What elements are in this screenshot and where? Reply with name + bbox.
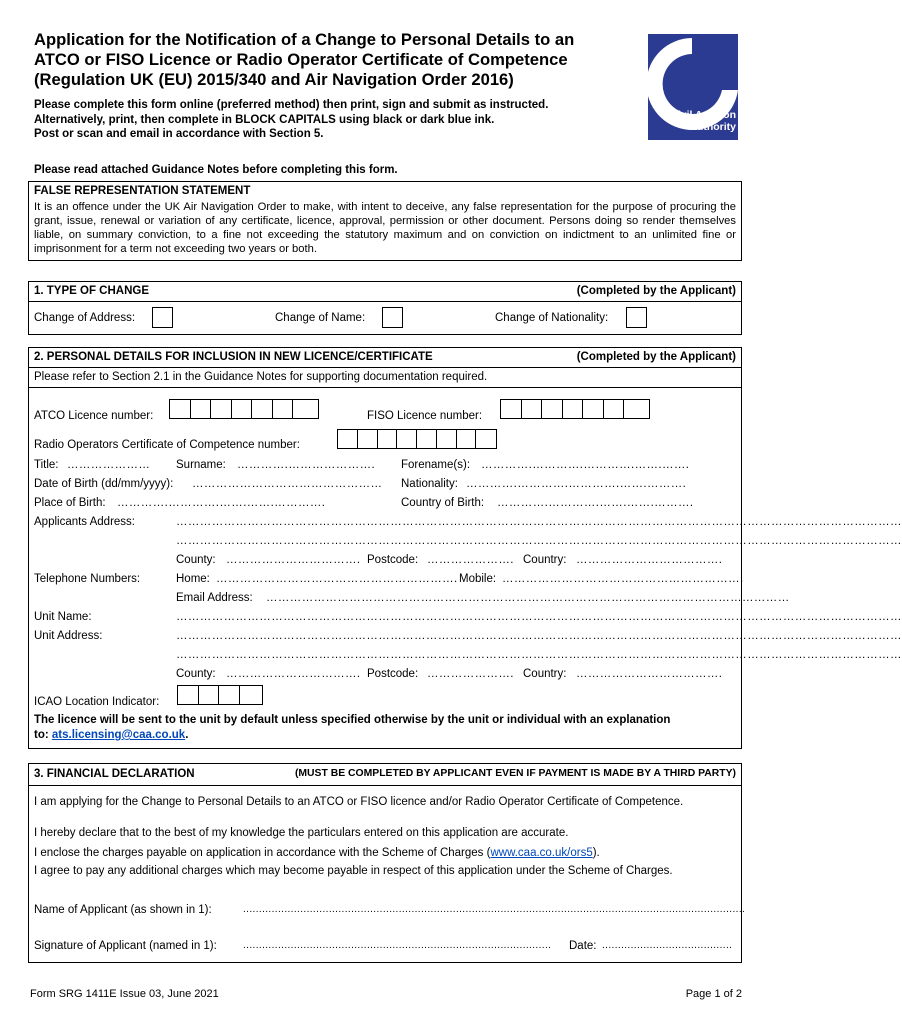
change-name-checkbox[interactable]: [382, 307, 403, 328]
instructions: Please complete this form online (preferred method) then print, sign and submit as instructed. Alternatively, print, then complete in BLOCK CAPITALS using black or dark blue ink. Post or scan and email in accordance with Section 5.: [34, 99, 549, 140]
atco-licence-number-field[interactable]: [169, 399, 319, 419]
date-of-birth-field[interactable]: …………………………………………: [192, 478, 383, 490]
page-number: Page 1 of 2: [685, 988, 742, 1000]
icao-location-indicator-field[interactable]: [177, 685, 263, 705]
change-address-checkbox[interactable]: [152, 307, 173, 328]
declaration-paragraph-1: I am applying for the Change to Personal Details to an ATCO or FISO licence and/or Radio Operator Certificate of Competence.: [34, 796, 684, 808]
mobile-phone-field[interactable]: …………………………………………………….: [502, 573, 744, 585]
caa-logo: Civil Aviation Authority: [648, 34, 738, 140]
section-personal-details: 2. PERSONAL DETAILS FOR INCLUSION IN NEW LICENCE/CERTIFICATE (Completed by the Applicant) Please refer to Section 2.1 in the Guidance Notes for supporting documentation required. ATCO Licence number: FISO Licence number: Radio Operators Certificate of Competence number: Title: ………………… Surname: ………….…………………. Forename(s): ………….………….………….…….……. Date of Birth (dd/mm/yyyy): ………………………………………… Nationality: ………….………….………….…….………. Place of Birth: ………….………….…….…….…………. Country of Birth: ………….………….…….…….………. Applicants Address: ………………………………………………………………………………………………………………………………………………………………… ………………………………………………………………………………………………………………………………………………………………… County: ……………………………. Postcode: …………………. Country: ………………………………. Telephone Numbers: Home: ……………………………………………………. Mobile: ……………………………………………………. Email Address: …………………………………………………………………………………………………………………… Unit Name: ………………………………………………………………………………………………………………………………………………………………… Unit Address: ………………………………………………………………………………………………………………………………………………………………… ………………………………………………………………………………………………………………………………………………………………… County: ……………………………. Postcode: …………………. Country: ………………………………. ICAO Location Indicator: The licence will be sent to the unit by default unless specified otherwise by the unit or individual with an explanation to: ats.licensing@caa.co.uk.: [28, 347, 742, 749]
address-county-field[interactable]: …………………………….: [226, 554, 361, 566]
scheme-of-charges-link[interactable]: www.caa.co.uk/ors5: [490, 847, 593, 859]
country-of-birth-field[interactable]: ………….………….…….…….……….: [497, 497, 694, 509]
unit-name-field[interactable]: …………………………………………………………………………………………………………………………………………………………………: [176, 611, 902, 623]
address-country-field[interactable]: ……………………………….: [576, 554, 723, 566]
unit-address-line-1-field[interactable]: …………………………………………………………………………………………………………………………………………………………………: [176, 630, 902, 642]
section-financial-declaration: 3. FINANCIAL DECLARATION (MUST BE COMPLETED BY APPLICANT EVEN IF PAYMENT IS MADE BY A THIRD PARTY) I am applying for the Change to Personal Details to an ATCO or FISO licence and/or Radio Operator Certificate of Competence. I hereby declare that to the best of my knowledge the particulars entered on this application are accurate. I enclose the charges payable on application in accordance with the Scheme of Charges (www.caa.co.uk/ors5). I agree to pay any additional charges which may become payable in respect of this application under the Scheme of Charges. Name of Applicant (as shown in 1): .............................................................................................................................................................. Signature of Applicant (named in 1): ................................................................................................. Date: .........................................: [28, 763, 742, 963]
applicant-signature-field[interactable]: .................................................................................................: [243, 940, 552, 951]
radio-certificate-number-field[interactable]: [337, 429, 497, 449]
address-line-1-field[interactable]: …………………………………………………………………………………………………………………………………………………………………: [176, 516, 902, 528]
nationality-field[interactable]: ………….………….………….…….……….: [466, 478, 687, 490]
title-field[interactable]: …………………: [67, 459, 151, 471]
section-header: 3. FINANCIAL DECLARATION (MUST BE COMPLETED BY APPLICANT EVEN IF PAYMENT IS MADE BY A THIRD PARTY): [29, 764, 741, 786]
forenames-field[interactable]: ………….………….………….…….…….: [481, 459, 690, 471]
declaration-paragraph-3: I enclose the charges payable on application in accordance with the Scheme of Charges (www.caa.co.uk/ors5).: [34, 847, 600, 859]
change-nationality-checkbox[interactable]: [626, 307, 647, 328]
fiso-licence-number-field[interactable]: [500, 399, 650, 419]
applicant-name-field[interactable]: ..............................................................................................................................................................: [243, 904, 746, 915]
ats-licensing-email-link[interactable]: ats.licensing@caa.co.uk: [51, 729, 186, 741]
guidance-note: Please read attached Guidance Notes before completing this form.: [34, 164, 398, 176]
form-identifier: Form SRG 1411E Issue 03, June 2021: [30, 988, 219, 1000]
surname-field[interactable]: ………….………………….: [237, 459, 376, 471]
home-phone-field[interactable]: …………………………………………………….: [216, 573, 458, 585]
section-header: 2. PERSONAL DETAILS FOR INCLUSION IN NEW LICENCE/CERTIFICATE (Completed by the Applicant): [29, 348, 741, 368]
unit-address-line-2-field[interactable]: …………………………………………………………………………………………………………………………………………………………………: [176, 649, 902, 661]
false-representation-box: FALSE REPRESENTATION STATEMENT It is an offence under the UK Air Navigation Order to make, with intent to deceive, any false representation for the purpose of procuring the grant, issue, renewal or variation of any certificate, licence, approval, permission or other document. Persons doing so render themselves liable, on summary conviction, to a fine not exceeding the statutory maximum and on conviction on indictment to an unlimited fine or imprisonment for a term not exceeding two years or both.: [28, 181, 742, 261]
address-postcode-field[interactable]: ………………….: [427, 554, 514, 566]
unit-country-field[interactable]: ……………………………….: [576, 668, 723, 680]
guidance-row: Please refer to Section 2.1 in the Guidance Notes for supporting documentation required.: [29, 368, 741, 388]
page-title: Application for the Notification of a Change to Personal Details to an ATCO or FISO Licence or Radio Operator Certificate of Competence (Regulation UK (EU) 2015/340 and Air Navigation Order 2016): [34, 30, 575, 89]
declaration-paragraph-4: I agree to pay any additional charges which may become payable in respect of this application under the Scheme of Charges.: [34, 865, 673, 877]
unit-county-field[interactable]: …………………………….: [226, 668, 361, 680]
place-of-birth-field[interactable]: ………….………….…….…….………….: [117, 497, 326, 509]
section-header: 1. TYPE OF CHANGE (Completed by the Applicant): [29, 282, 741, 302]
unit-postcode-field[interactable]: ………………….: [427, 668, 514, 680]
declaration-date-field[interactable]: .........................................: [602, 940, 733, 951]
email-field[interactable]: ……………………………………………………………………………………………………………………: [266, 592, 790, 604]
declaration-paragraph-2: I hereby declare that to the best of my knowledge the particulars entered on this application are accurate.: [34, 827, 569, 839]
section-type-of-change: 1. TYPE OF CHANGE (Completed by the Applicant) Change of Address: Change of Name: Change of Nationality:: [28, 281, 742, 335]
address-line-2-field[interactable]: …………………………………………………………………………………………………………………………………………………………………: [176, 535, 902, 547]
licence-delivery-note: The licence will be sent to the unit by default unless specified otherwise by the unit or individual with an explanation to: ats.licensing@caa.co.uk.: [34, 714, 671, 741]
